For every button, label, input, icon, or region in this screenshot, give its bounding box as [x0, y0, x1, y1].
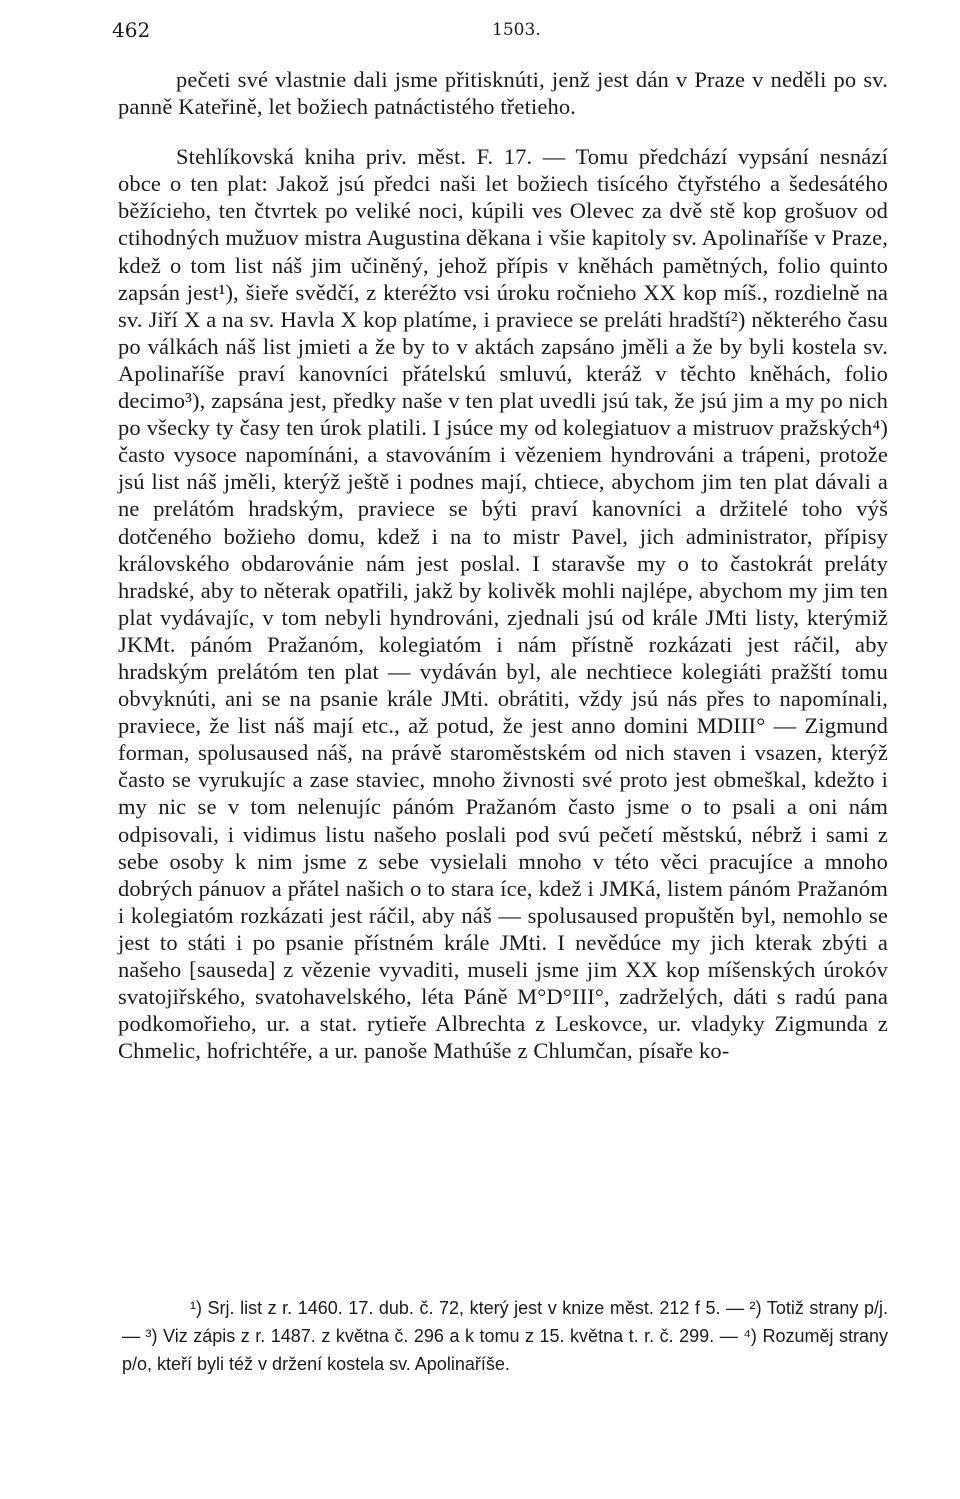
footnote-text: ¹) Srj. list z r. 1460. 17. dub. č. 72, který jest v knize měst. 212 f 5. — ²) Totiž strany p/j. — ³) Viz zápis z r. 1487. z května č. 296 a k tomu z 15. května t. r. č. 299. — ⁴) Rozuměj strany p/o, kteří byli též v držení kostela sv. Apolinaříše. — [122, 1298, 888, 1374]
page-number: 462 — [112, 18, 151, 42]
main-text — [118, 66, 888, 1064]
paragraph-stehlikovska-kniha: Stehlíkovská kniha priv. měst. F. 17. — Tomu předchází vypsání nesnází obce o ten plat: Jakož jsú předci naši let božiech tisícého čtyřstého a šedesátého běžícieho, ten čtvrtek po veliké noci, kúpili ves Olevec za dvě stě kop grošuov od ctihodných mužuov mistra Augustina děkana i všie kapitoly sv. Apolinaříše v Praze, kdež o tom list náš jim učiněný, jehož přípis v kněhách pamětných, folio quinto zapsán jest¹), šieře svědčí, z kteréžto vsi úroku ročnieho XX kop míš., rozdielně na sv. Jiří X a na sv. Havla X kop platíme, i praviece se preláti hradští²) některého času po válkách náš list jmieti a že by to v aktách zapsáno jměli a že by byli kostela sv. Apolinaříše praví kanovníci přátelskú smluvú, kteráž v těchto kněhách, folio decimo³), zapsána jest, předky naše v ten plat uvedli jsú tak, že jsú jim a my po nich po všecky ty časy ten úrok platili. I jsúce my od kolegiatuov a mistruov pražských⁴) často vysoce napomínáni, a stavováním i vězeniem hyndrováni a trápeni, protože jsú list náš jměli, kterýž ještě i podnes mají, chtiece, abychom jim ten plat dávali a ne prelátóm hradským, praviece se býti praví kanovníci a držitelé toho výš dotčeného božieho domu, kdež i na to mistr Pavel, jich administrator, přípisy královského obdarovánie nám jest poslal. I staravše my o to častokrát preláty hradské, aby to něterak opatřili, jakž by kolivěk mohli najlépe, abychom my jim ten plat vydávajíc, v tom nebyli hyndrováni, zjednali jsú od krále JMti listy, kterýmiž JKMt. pánóm Pražanóm, kolegiatóm i nám přístně rozkázati jest ráčil, aby hradským prelátóm ten plat — vydáván byl, ale nechtiece kolegiáti pražští tomu obvyknúti, ani se na psanie krále JMti. obrátiti, vždy jsú nás přes to napomínali, praviece, že list náš mají etc., až potud, že jest anno domini MDIII° — Zigmund forman, spolusaused náš, na právě staroměstském od nich staven i vsazen, kterýž často se vyrukujíc a zase staviec, mnoho živnosti své proto jest obmeškal, kdežto i my nic se v tom nelenujíc pánóm Pražanóm často jsme o to psali a oni nám odpisovali, i vidimus listu našeho poslali pod svú pečetí městskú, nébrž i sami z sebe osoby k nim jsme z sebe vysielali mnoho v této věci pracujíce a mnoho dobrých pánuov a přátel našich o to stara íce, kdež i JMKá, listem pánóm Pražanóm i kolegiatóm rozkázati jest ráčil, aby náš — spolusaused propuštěn byl, nemohlo se jest to státi i po psanie přístném krále JMti. I nevědúce my jich kterak zbýti a našeho [sauseda] z vězenie vyvaditi, museli jsme jim XX kop míšenských úrokóv svatojiřského, svatohavelského, léta Páně M°D°III°, zadrželých, dáti s radú pana podkomořieho, ur. a stat. rytieře Albrechta z Leskovce, ur. vladyky Zigmunda z Chmelic, hofrichtéře, a ur. panoše Mathúše z Chlumčan, písaře ko- — [118, 144, 888, 1064]
page-header-year: 1503. — [492, 20, 541, 40]
paragraph-charter-ending: pečeti své vlastnie dali jsme přitisknúti, jenž jest dán v Praze v neděli po sv. panně Kateřině, let božiech patnáctistého třetieho. — [118, 67, 888, 120]
footnotes — [122, 1294, 888, 1378]
